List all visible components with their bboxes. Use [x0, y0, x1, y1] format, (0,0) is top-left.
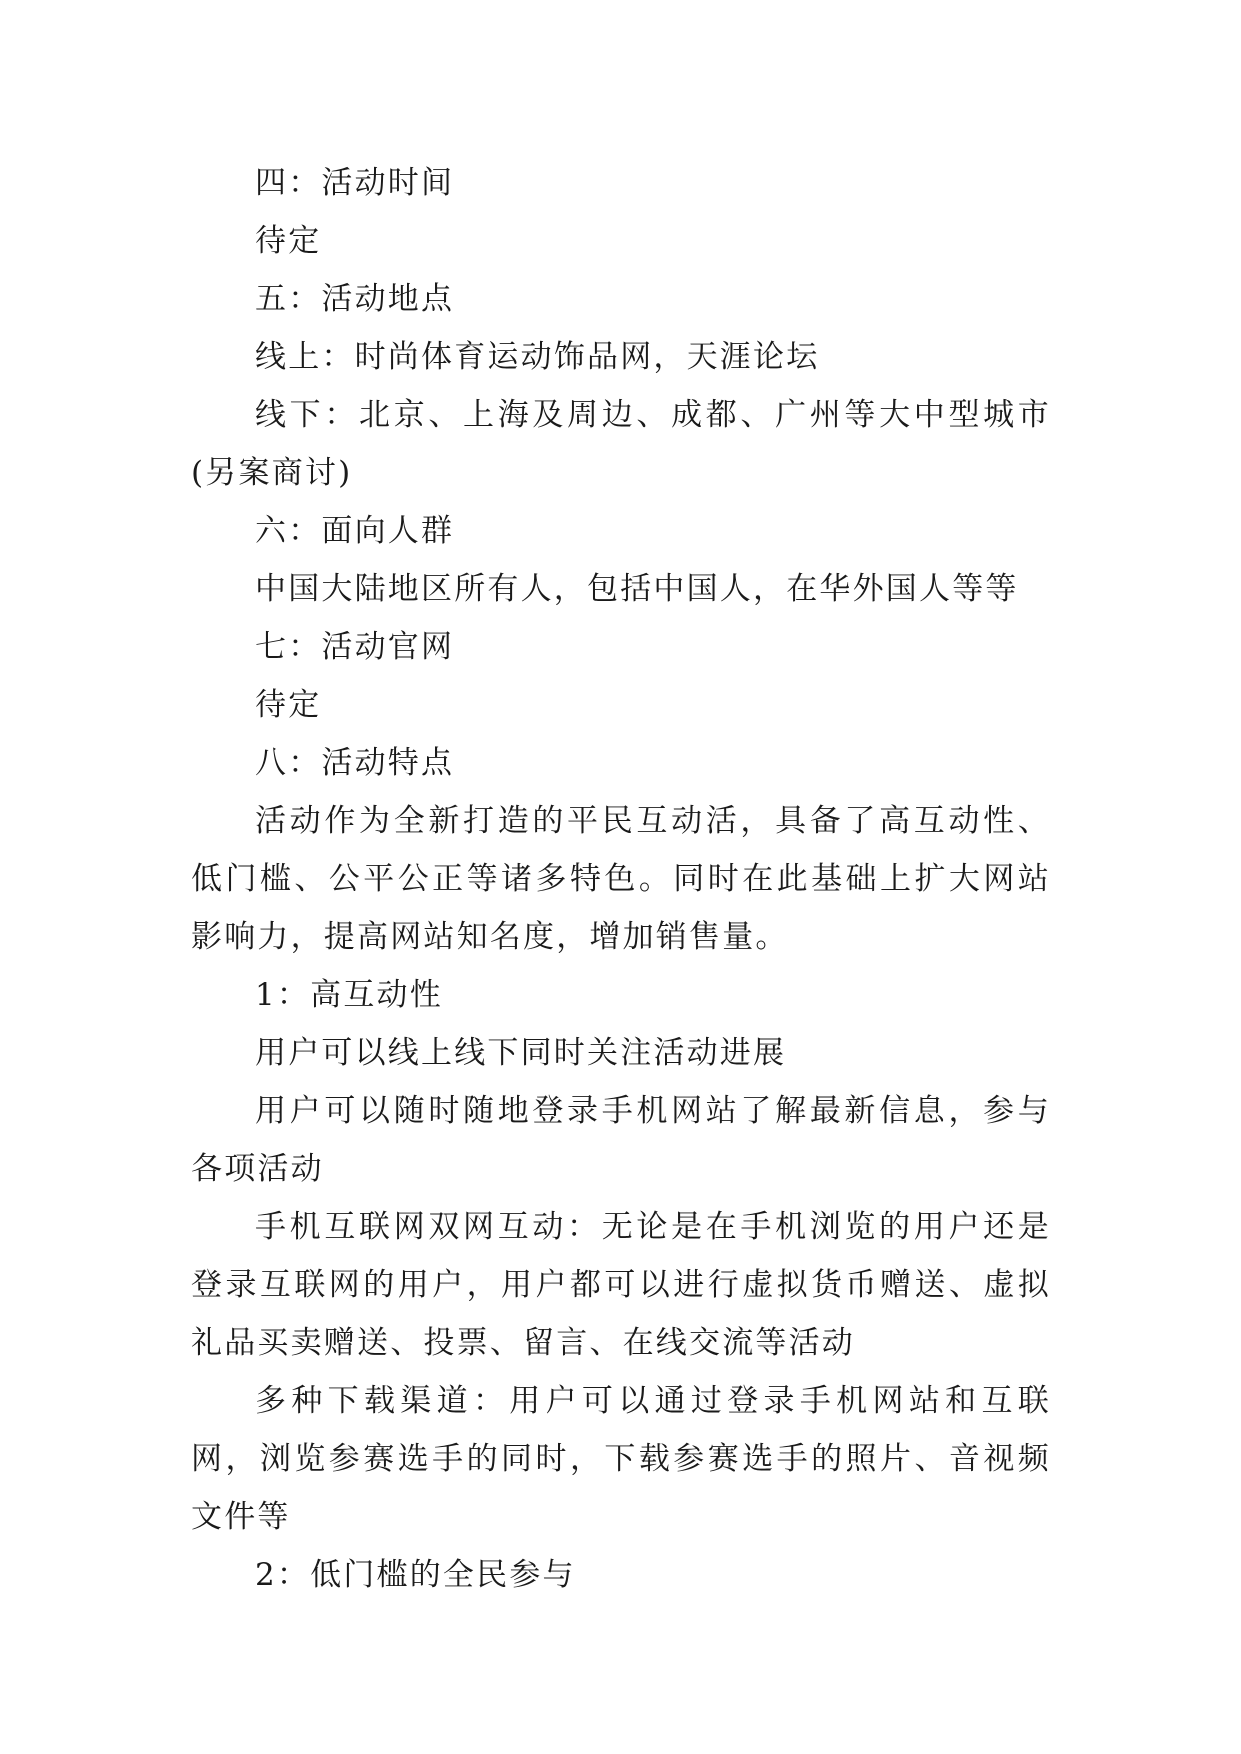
paragraph-interactivity-2: 用户可以随时随地登录手机网站了解最新信息，参与各项活动	[191, 1093, 1051, 1187]
paragraph-target-audience: 中国大陆地区所有人，包括中国人，在华外国人等等	[255, 571, 1019, 607]
paragraph-features-summary: 活动作为全新打造的平民互动活，具备了高互动性、低门槛、公平公正等诸多特色。同时在此基础上扩大网站影响力，提高网站知名度，增加销售量。	[191, 803, 1051, 955]
heading-activity-features: 八：活动特点	[255, 745, 455, 781]
heading-activity-location: 五：活动地点	[255, 281, 455, 317]
document-body	[191, 154, 1051, 1604]
subheading-low-threshold: 2：低门槛的全民参与	[255, 1557, 576, 1593]
paragraph-location-online: 线上：时尚体育运动饰品网，天涯论坛	[255, 339, 820, 375]
paragraph-official-site: 待定	[255, 687, 322, 723]
paragraph-interactivity-3: 手机互联网双网互动：无论是在手机浏览的用户还是登录互联网的用户，用户都可以进行虚拟货币赠送、虚拟礼品买卖赠送、投票、留言、在线交流等活动	[191, 1209, 1051, 1361]
subheading-high-interactivity: 1：高互动性	[255, 977, 443, 1013]
paragraph-location-offline: 线下：北京、上海及周边、成都、广州等大中型城市(另案商讨)	[191, 397, 1051, 491]
heading-official-site: 七：活动官网	[255, 629, 455, 665]
paragraph-interactivity-1: 用户可以线上线下同时关注活动进展	[255, 1035, 787, 1071]
heading-activity-time: 四：活动时间	[255, 165, 455, 201]
heading-target-audience: 六：面向人群	[255, 513, 455, 549]
paragraph-activity-time: 待定	[255, 223, 322, 259]
paragraph-interactivity-4: 多种下载渠道：用户可以通过登录手机网站和互联网，浏览参赛选手的同时，下载参赛选手的照片、音视频文件等	[191, 1383, 1051, 1535]
